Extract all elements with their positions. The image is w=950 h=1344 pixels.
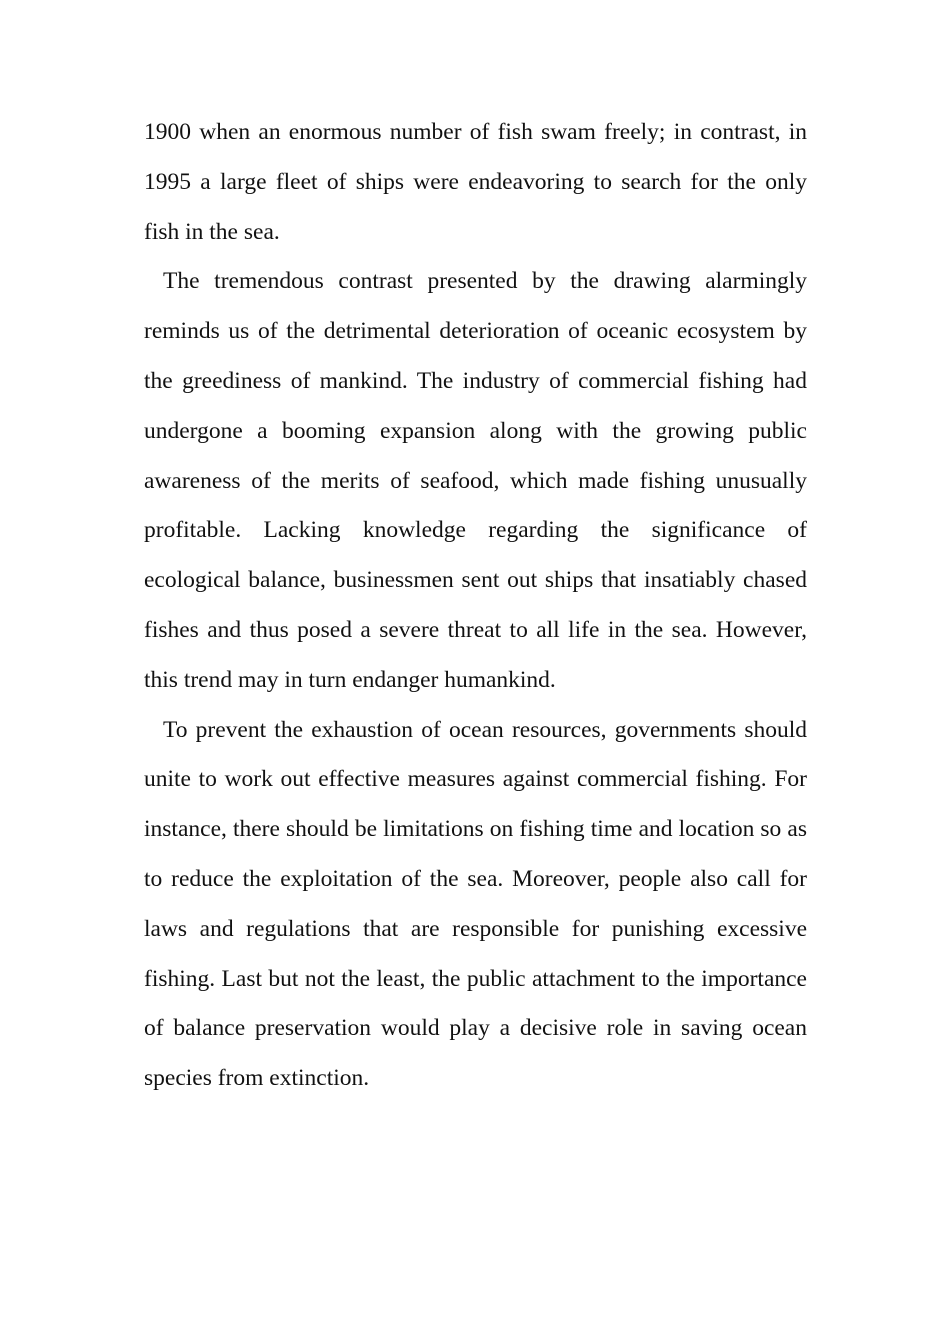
paragraph-analysis: The tremendous contrast presented by the drawing alarmingly reminds us of the detrimental deterioration of oceanic ecosystem by the greediness of mankind. The industry of commercial fishing had undergone a booming expansion along with the growing public awareness of the merits of seafood, which made fishing unusually profitable. Lacking knowledge regarding the significance of ecological balance, businessmen sent out ships that insatiably chased fishes and thus posed a severe threat to all life in the sea. However, this trend may in turn endanger humankind. bbox=[144, 268, 807, 693]
paragraph-continuation: 1900 when an enormous number of fish swam freely; in contrast, in 1995 a large fleet of ships were endeavoring to search for the only fish in the sea. bbox=[144, 119, 807, 245]
document-page bbox=[144, 108, 807, 1104]
paragraph-solutions: To prevent the exhaustion of ocean resources, governments should unite to work out effective measures against commercial fishing. For instance, there should be limitations on fishing time and location so as to reduce the exploitation of the sea. Moreover, people also call for laws and regulations that are responsible for punishing excessive fishing. Last but not the least, the public attachment to the importance of balance preservation would play a decisive role in saving ocean species from extinction. bbox=[144, 716, 807, 1092]
